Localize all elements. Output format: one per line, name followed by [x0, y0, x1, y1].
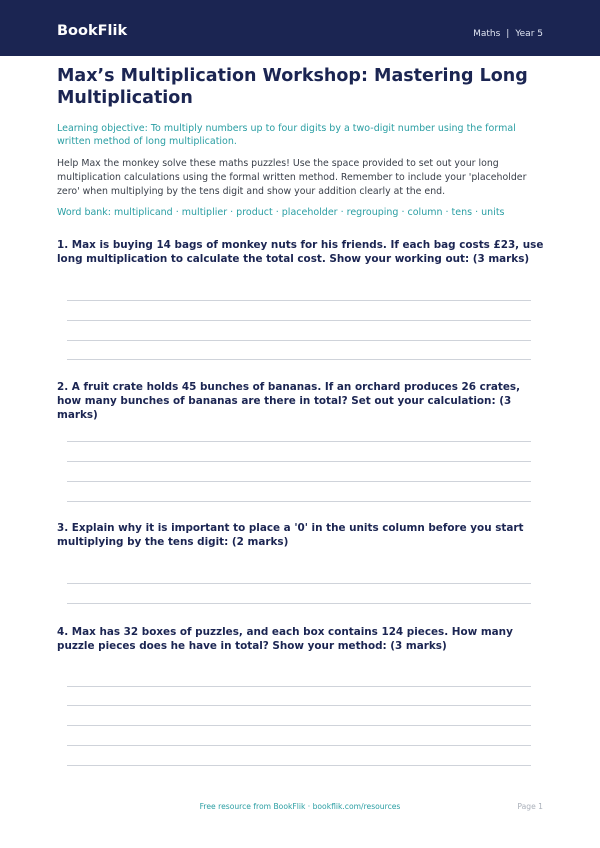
answer-line[interactable]	[67, 745, 531, 746]
answer-line[interactable]	[67, 725, 531, 726]
header-meta	[473, 28, 543, 40]
answer-line[interactable]	[67, 441, 531, 442]
year-label: Year 5	[515, 29, 543, 39]
brand-logo: BookFlik	[57, 23, 128, 39]
question-2: 2. A fruit crate holds 45 bunches of bananas. If an orchard produces 26 crates, how many bunches of bananas are there in total? Set out your calculation: (3 marks)	[57, 381, 521, 421]
footer-text: Free resource from BookFlik · bookflik.com/resources	[199, 802, 401, 811]
learning-objective: Learning objective: To multiply numbers up to four digits by a two-digit number using the formal written method of long multiplication.	[57, 123, 516, 147]
answer-line[interactable]	[67, 320, 531, 321]
page-number: Page 1	[517, 802, 543, 811]
answer-line[interactable]	[67, 461, 531, 462]
answer-line[interactable]	[67, 501, 531, 502]
intro-text: Help Max the monkey solve these maths puzzles! Use the space provided to set out your long multiplication calculations using the formal written method. Remember to include your 'placeholder zero' when multiplying by the tens digit and show your addition clearly at the end.	[57, 158, 527, 197]
answer-line[interactable]	[67, 359, 531, 360]
answer-line[interactable]	[67, 340, 531, 341]
answer-line[interactable]	[67, 705, 531, 706]
question-4: 4. Max has 32 boxes of puzzles, and each box contains 124 pieces. How many puzzle pieces does he have in total? Show your method: (3 marks)	[57, 626, 513, 652]
answer-line[interactable]	[67, 583, 531, 584]
answer-line[interactable]	[67, 603, 531, 604]
subject-label: Maths	[473, 29, 501, 39]
question-3: 3. Explain why it is important to place a '0' in the units column before you start multiplying by the tens digit: (2 marks)	[57, 522, 524, 548]
word-bank: Word bank: multiplicand · multiplier · product · placeholder · regrouping · column · tens · units	[57, 207, 505, 218]
answer-line[interactable]	[67, 300, 531, 301]
question-1: 1. Max is buying 14 bags of monkey nuts for his friends. If each bag costs £23, use long multiplication to calculate the total cost. Show your working out: (3 marks)	[57, 239, 544, 265]
answer-line[interactable]	[67, 481, 531, 482]
answer-line[interactable]	[67, 686, 531, 687]
header-bar	[0, 0, 600, 56]
answer-line[interactable]	[67, 765, 531, 766]
worksheet-title: Max’s Multiplication Workshop: Mastering Long Multiplication	[57, 66, 528, 108]
meta-separator: |	[506, 29, 510, 39]
